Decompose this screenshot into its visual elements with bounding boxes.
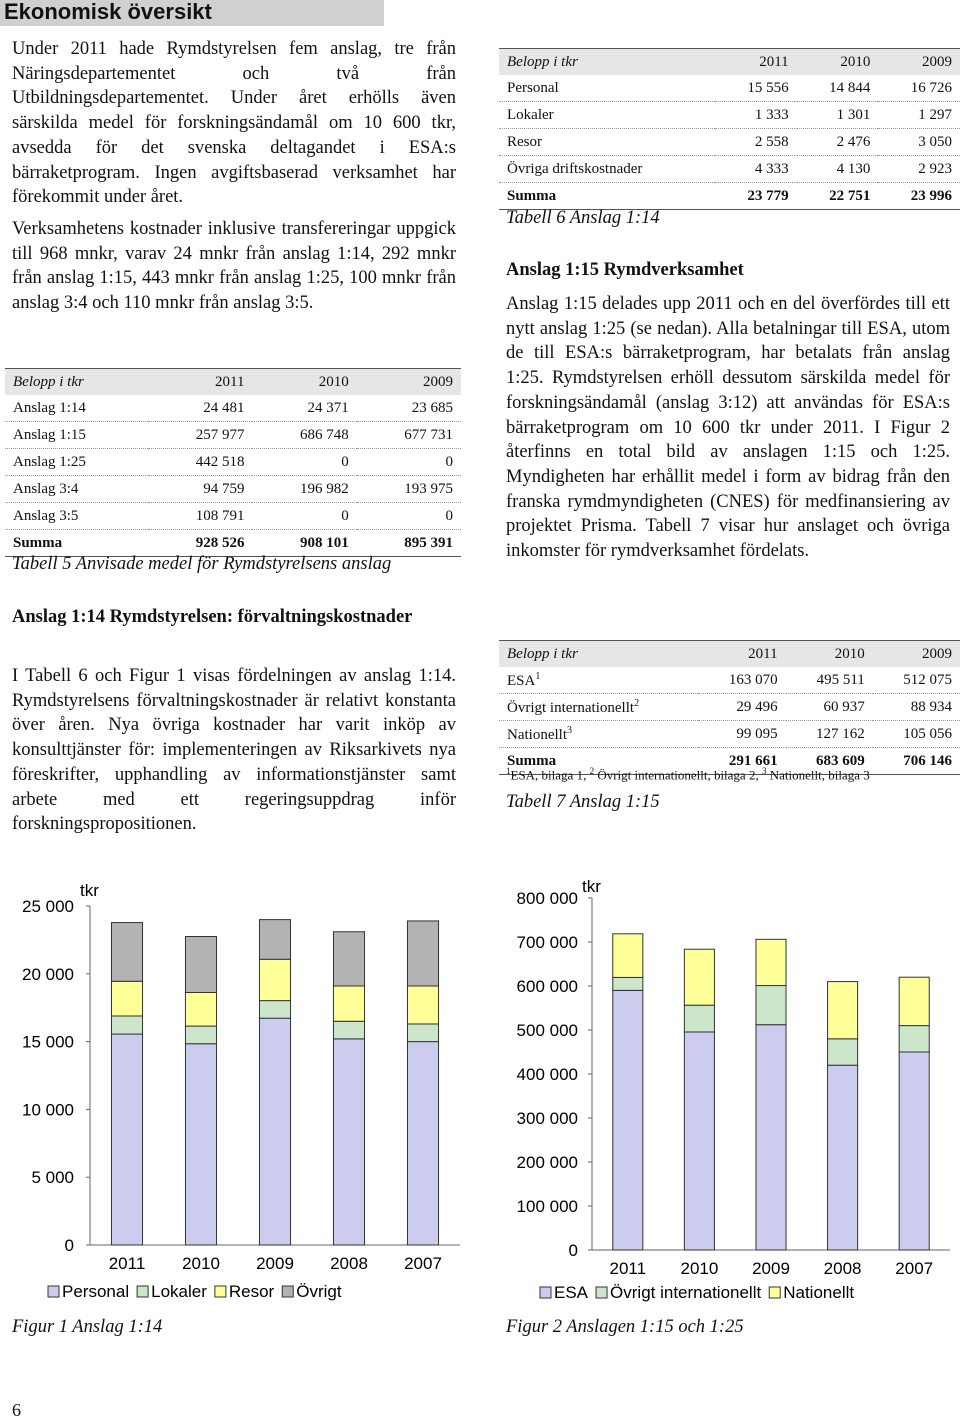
legend-swatch [137,1286,148,1297]
table-header-row [5,369,461,396]
legend-label: ESA [554,1283,589,1302]
table-header-cell: 2010 [797,49,879,76]
bar-segment [111,923,142,982]
legend-swatch [282,1286,293,1297]
figure-2-chart [490,868,960,1308]
table-cell: 14 844 [797,75,879,102]
figure-1-caption: Figur 1 Anslag 1:14 [12,1317,163,1337]
y-tick-label: 200 000 [516,1153,578,1172]
legend-label: Resor [228,1282,275,1301]
bar-segment [259,1018,290,1245]
table-cell: Anslag 1:14 [5,395,148,422]
bar-segment [185,992,216,1026]
table-cell: 257 977 [148,422,252,449]
table-row [499,75,960,102]
table-cell: 2 476 [797,129,879,156]
bar-segment [756,986,786,1025]
bar-segment [756,1025,786,1250]
table-cell: 127 162 [786,721,873,748]
table-cell: 193 975 [357,476,461,503]
table-cell: 2 558 [715,129,797,156]
table-header-cell: 2009 [878,49,960,76]
bar-segment [613,934,643,978]
table-cell: 495 511 [786,667,873,694]
bar-segment [407,986,438,1024]
table-cell: 23 685 [357,395,461,422]
table-cell: Anslag 3:5 [5,503,148,530]
table-cell: 512 075 [873,667,960,694]
x-tick-label: 2008 [330,1254,368,1273]
bar-segment [259,1001,290,1019]
bar-segment [111,1016,142,1034]
bar-segment [333,1021,364,1039]
x-tick-label: 2007 [404,1254,442,1273]
y-tick-label: 700 000 [516,933,578,952]
table-header-cell: Belopp i tkr [499,49,715,76]
table-cell: Summa [499,183,715,210]
y-tick-label: 600 000 [516,977,578,996]
table-cell: 60 937 [786,694,873,721]
table-row [499,156,960,183]
table-cell: 108 791 [148,503,252,530]
table-cell: Anslag 3:4 [5,476,148,503]
table-cell: 22 751 [797,183,879,210]
table-cell: 88 934 [873,694,960,721]
table-header-cell: 2009 [357,369,461,396]
table-cell: 706 146 [873,748,960,775]
bar-segment [185,1026,216,1044]
table-cell: 196 982 [252,476,356,503]
table-cell: 15 556 [715,75,797,102]
bar-segment [259,920,290,960]
table-row [499,694,960,721]
table-header-row [499,49,960,76]
table-cell: 163 070 [698,667,785,694]
table-cell: 0 [357,503,461,530]
x-tick-label: 2010 [182,1254,220,1273]
y-tick-label: 20 000 [22,964,74,984]
table-cell: 4 130 [797,156,879,183]
bar-segment [407,1042,438,1245]
table-cell: 442 518 [148,449,252,476]
table-cell: 1 297 [878,102,960,129]
table-cell: 94 759 [148,476,252,503]
table-row [499,102,960,129]
table-cell: Resor [499,129,715,156]
legend-label: Övrigt [296,1282,342,1301]
bar-segment [828,1039,858,1065]
table-6 [499,48,960,210]
bar-segment [333,986,364,1021]
table-row [5,503,461,530]
table-7-caption: Tabell 7 Anslag 1:15 [506,792,660,812]
table-row [499,721,960,748]
table-cell: 1 333 [715,102,797,129]
x-tick-label: 2008 [823,1259,862,1278]
table-cell: 105 056 [873,721,960,748]
bar-segment [333,1039,364,1245]
bar-segment [333,932,364,986]
table-header-cell: Belopp i tkr [5,369,148,396]
table-header-cell: Belopp i tkr [499,641,698,668]
bar-segment [684,1005,714,1032]
page-number: 6 [12,1400,21,1420]
table-cell: 0 [252,449,356,476]
x-tick-label: 2011 [609,1259,647,1278]
x-tick-label: 2009 [256,1254,294,1273]
legend-swatch [48,1286,59,1297]
bar-segment [185,1044,216,1245]
legend-label: Övrigt internationellt [610,1283,762,1302]
table-5-caption: Tabell 5 Anvisade medel för Rymdstyrelsens anslag [12,554,392,574]
section-heading: Anslag 1:15 Rymdverksamhet [506,260,744,280]
legend-label: Personal [62,1282,130,1301]
legend-label: Lokaler [151,1282,207,1301]
bar-segment [899,977,929,1025]
table-sum-row [5,530,461,557]
table-cell: Anslag 1:25 [5,449,148,476]
y-tick-label: 15 000 [22,1032,74,1052]
table-cell: 24 481 [148,395,252,422]
figure-2-caption: Figur 2 Anslagen 1:15 och 1:25 [506,1317,744,1337]
table-cell: 677 731 [357,422,461,449]
x-tick-label: 2007 [895,1259,934,1278]
x-tick-label: 2009 [752,1259,790,1278]
table-header-row [499,641,960,668]
table-6-caption: Tabell 6 Anslag 1:14 [506,208,660,228]
table-header-cell: 2011 [698,641,785,668]
table-row [499,129,960,156]
admin-costs-paragraph: I Tabell 6 och Figur 1 visas fördelningen av anslag 1:14. Rymdstyrelsens förvaltningskostnader är relativt konstanta över åren. Nya övriga kostnader har varit inköp av konsulttjänster för: implementeringen av Riksarkivets nya föreskrifter, upphandling av informationstjänster samt arbete med ett regeringsuppdrag inför forskningspropositionen. [12,666,456,835]
bar-segment [111,981,142,1016]
table-cell: 29 496 [698,694,785,721]
table-header-cell: 2009 [873,641,960,668]
table-cell: 928 526 [148,530,252,557]
table-5 [5,368,461,557]
table-7 [499,640,960,775]
legend-label: Nationellt [783,1283,855,1302]
bar-segment [613,990,643,1250]
table-cell: Summa [499,748,698,775]
table-cell: 291 661 [698,748,785,775]
bar-segment [185,936,216,992]
bar-segment [684,1032,714,1250]
table-cell: 908 101 [252,530,356,557]
bar-segment [899,1052,929,1250]
x-tick-label: 2010 [680,1259,719,1278]
y-tick-label: 800 000 [516,889,578,908]
intro-paragraph: Under 2011 hade Rymdstyrelsen fem anslag, tre från Näringsdepartementet och två från Utbildningsdepartementet. Under året erhölls även särskilda medel för forskningsändamål om 10 600 tkr, avsedda för det svenska deltagandet i ESA:s bärraketprogram. Ingen avgiftsbaserad verksamhet har förekommit under året. [12,39,456,208]
table-cell: Övrigt internationellt$^2$ [499,694,698,721]
table-cell: 686 748 [252,422,356,449]
table-cell: 3 050 [878,129,960,156]
x-tick-label: 2011 [108,1254,146,1273]
table-sum-row [499,183,960,210]
table-cell: 895 391 [357,530,461,557]
table-header-cell: 2010 [786,641,873,668]
table-cell: 0 [252,503,356,530]
table-row [499,667,960,694]
table-cell: 99 095 [698,721,785,748]
y-unit-label: tkr [582,877,601,896]
table-cell: 0 [357,449,461,476]
legend-swatch [596,1287,607,1298]
table-cell: ESA$^1$ [499,667,698,694]
table-cell: 16 726 [878,75,960,102]
table-cell: 23 779 [715,183,797,210]
y-tick-label: 10 000 [22,1100,74,1120]
bar-segment [407,921,438,986]
y-tick-label: 5 000 [31,1168,74,1188]
bar-segment [756,939,786,985]
section-heading: Anslag 1:14 Rymdstyrelsen: förvaltningskostnader [12,607,413,627]
bar-segment [828,1065,858,1250]
bar-segment [111,1034,142,1245]
table-cell: 683 609 [786,748,873,775]
legend-swatch [215,1286,226,1297]
figure-1-chart [0,868,470,1308]
y-tick-label: 0 [64,1236,74,1255]
rymdverksamhet-paragraph: Anslag 1:15 delades upp 2011 och en del överfördes till ett nytt anslag 1:25 (se nedan). Alla betalningar till ESA, utom de till ESA:s bärraketprogram, har betalats från anslag 1:25. Rymdstyrelsen erhöll dessutom särskilda medel för forskningsändamål (anslag 3:12) att användas för ESA:s bärraketprogram om 10 600 tkr under 2011. I Figur 2 återfinns en total bild av anslagen 1:15 och 1:25. Myndigheten har erhållit medel i form av bidrag från den franska rymdmyndigheten (CNES) för medfinansiering av projektet Prisma. Tabell 7 visar hur anslaget och övriga inkomster för rymdverksamhet fördelats. [506,294,950,562]
y-tick-label: 0 [568,1241,578,1260]
costs-paragraph: Verksamhetens kostnader inklusive transfereringar uppgick till 968 mnkr, varav 24 mnkr från anslag 1:14, 292 mnkr från anslag 1:15, 443 mnkr från anslag 1:25, 100 mnkr från anslag 3:4 och 110 mnkr från anslag 3:5. [12,219,456,314]
bar-segment [899,1026,929,1052]
table-cell: Nationellt$^3$ [499,721,698,748]
bar-segment [259,959,290,1000]
table-cell: Anslag 1:15 [5,422,148,449]
table-cell: Lokaler [499,102,715,129]
table-cell: 1 301 [797,102,879,129]
table-cell: 23 996 [878,183,960,210]
bar-segment [684,949,714,1005]
table-row [5,422,461,449]
page-title: Ekonomisk översikt [0,0,384,26]
bar-segment [828,982,858,1039]
table-cell: 2 923 [878,156,960,183]
table-row [5,476,461,503]
y-unit-label: tkr [80,881,99,900]
y-tick-label: 400 000 [516,1065,578,1084]
legend-swatch [540,1287,551,1298]
table-cell: Summa [5,530,148,557]
table-row [5,395,461,422]
table-cell: Övriga driftskostnader [499,156,715,183]
table-7-footnote: $^1$ESA, bilaga 1, $^2$ Övrigt internationellt, bilaga 2, $^3$ Nationellt, bilaga 3 [506,766,870,783]
table-header-cell: 2011 [715,49,797,76]
legend-swatch [769,1287,780,1298]
bar-segment [613,977,643,990]
y-tick-label: 500 000 [516,1021,578,1040]
table-row [5,449,461,476]
y-tick-label: 300 000 [516,1109,578,1128]
y-tick-label: 25 000 [22,897,74,916]
table-header-cell: 2011 [148,369,252,396]
y-tick-label: 100 000 [516,1197,578,1216]
table-cell: 24 371 [252,395,356,422]
table-header-cell: 2010 [252,369,356,396]
table-cell: 4 333 [715,156,797,183]
bar-segment [407,1024,438,1042]
table-cell: Personal [499,75,715,102]
